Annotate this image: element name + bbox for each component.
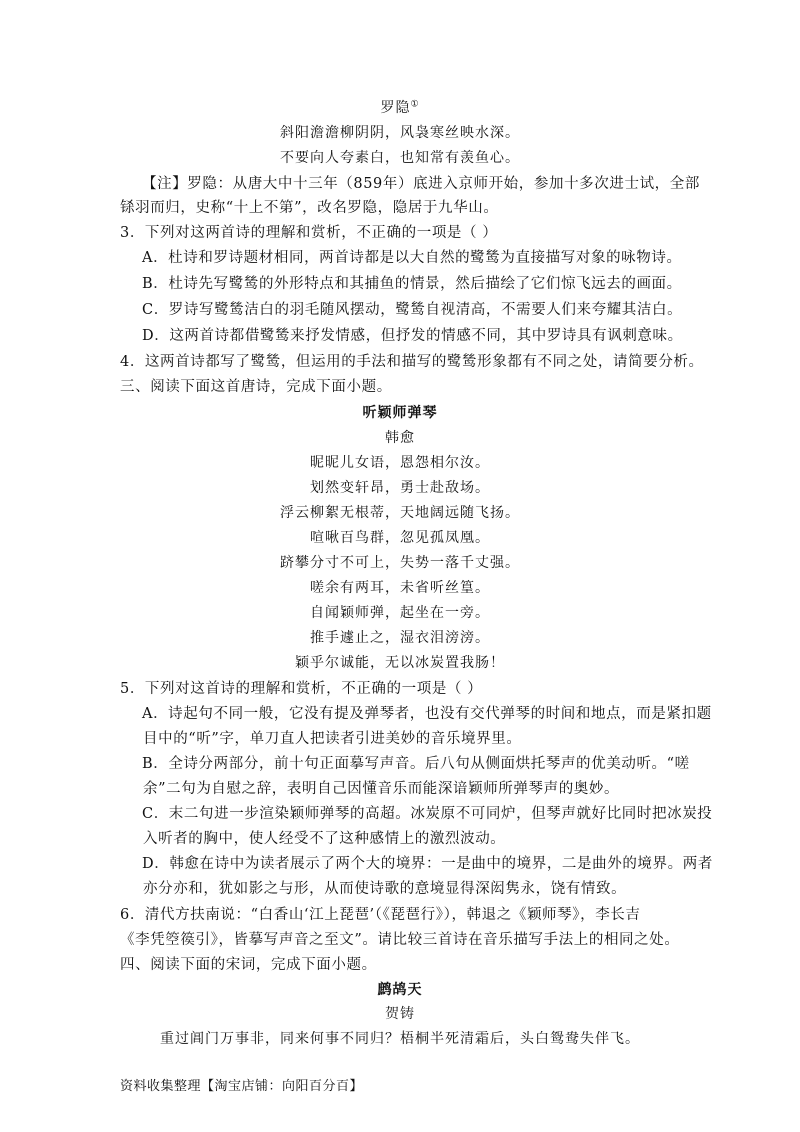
poem2-title: 听颖师弹琴	[362, 405, 438, 421]
q4-stem: 4．这两首诗都写了鹭鸶，但运用的手法和描写的鹭鸶形象都有不同之处，请简要分析。	[120, 354, 704, 370]
q6-line-1: 6．清代方扶南说：“白香山‘江上琵琶’（《琵琶行》），韩退之《颖师琴》，李长吉	[120, 907, 641, 923]
poem1-line-1: 斜阳澹澹柳阴阴，风袅寒丝映水深。	[280, 125, 520, 141]
q3-option-d: D．这两首诗都借鹭鸶来抒发情感，但抒发的情感不同，其中罗诗具有讽刺意味。	[142, 328, 683, 344]
poem3-line-1: 重过阊门万事非，同来何事不同归？梧桐半死清霜后，头白鸳鸯失伴飞。	[160, 1031, 640, 1047]
q5-option-c-line-2: 入听者的胸中，使人经受不了这种感情上的激烈波动。	[143, 831, 506, 847]
poem2-line-8: 推手遽止之，湿衣泪滂滂。	[310, 630, 490, 646]
poem2-author: 韩愈	[385, 430, 415, 446]
poem3-title: 鹧鸪天	[377, 982, 423, 998]
poem1-author	[0, 97, 800, 117]
poem2-line-1: 昵昵儿女语，恩怨相尔汝。	[310, 455, 490, 471]
q5-option-b-line-2: 余”二句为自慰之辞，表明自己因懂音乐而能深谙颖师所弹琴声的奥妙。	[143, 781, 620, 797]
q3-option-b: B．杜诗先写鹭鸶的外形特点和其捕鱼的情景，然后描绘了它们惊飞远去的画面。	[142, 276, 682, 292]
poem2-line-2: 划然变轩昂，勇士赴敌场。	[310, 480, 490, 496]
footer-note: 资料收集整理【淘宝店铺：向阳百分百】	[120, 1079, 364, 1094]
section3-heading: 三、阅读下面这首唐诗，完成下面小题。	[120, 379, 392, 395]
q6-line-2: 《李凭箜篌引》，皆摹写声音之至文”。请比较三首诗在音乐描写手法上的相同之处。	[120, 932, 680, 948]
q5-stem: 5．下列对这首诗的理解和赏析，不正确的一项是（ ）	[120, 681, 483, 697]
poem2-line-5: 跻攀分寸不可上，失势一落千丈强。	[280, 555, 520, 571]
poem2-line-6: 嗟余有两耳，未省听丝篁。	[310, 580, 490, 596]
poem2-line-3: 浮云柳絮无根蒂，天地阔远随飞扬。	[280, 505, 520, 521]
q5-option-a-line-1: A．诗起句不同一般，它没有提及弹琴者，也没有交代弹琴的时间和地点，而是紧扣题	[142, 706, 712, 722]
poem2-line-7: 自闻颖师弹，起坐在一旁。	[310, 605, 490, 621]
q3-option-a: A．杜诗和罗诗题材相同，两首诗都是以大自然的鹭鸶为直接描写对象的咏物诗。	[142, 250, 682, 266]
section4-heading: 四、阅读下面的宋词，完成下面小题。	[120, 957, 377, 973]
q5-option-b-line-1: B．全诗分两部分，前十句正面摹写声音。后八句从侧面烘托琴声的优美动听。“嗟	[142, 756, 690, 772]
q5-option-d-line-1: D．韩愈在诗中为读者展示了两个大的境界：一是曲中的境界，二是曲外的境界。两者	[142, 856, 713, 872]
poem2-line-4: 喧啾百鸟群，忽见孤凤凰。	[310, 530, 490, 546]
q3-stem: 3．下列对这两首诗的理解和赏析，不正确的一项是（ ）	[120, 225, 498, 241]
note-line-2: 铩羽而归，史称“十上不第”，改名罗隐，隐居于九华山。	[120, 200, 499, 216]
q5-option-c-line-1: C．末二句进一步渲染颖师弹琴的高超。冰炭原不可同炉，但琴声就好比同时把冰炭投	[142, 806, 713, 822]
note-line-1: 【注】罗隐：从唐大中十三年（859年）底进入京师开始，参加十多次进士试，全部	[142, 176, 700, 192]
poem2-line-9: 颖乎尔诚能，无以冰炭置我肠！	[295, 655, 505, 671]
poem1-author-text: 罗隐	[380, 100, 411, 116]
q3-option-c: C．罗诗写鹭鸶洁白的羽毛随风摆动，鹭鸶自视清高，不需要人们来夸耀其洁白。	[142, 302, 683, 318]
footnote-mark: ①	[410, 99, 420, 110]
poem3-author: 贺铸	[385, 1006, 415, 1022]
poem1-line-2: 不要向人夸素白，也知常有羡鱼心。	[280, 150, 520, 166]
q5-option-a-line-2: 目中的“听”字，单刀直人把读者引进美妙的音乐境界里。	[143, 731, 522, 747]
q5-option-d-line-2: 亦分亦和，犹如影之与形，从而使诗歌的意境显得深闳隽永，饶有情致。	[143, 881, 627, 897]
